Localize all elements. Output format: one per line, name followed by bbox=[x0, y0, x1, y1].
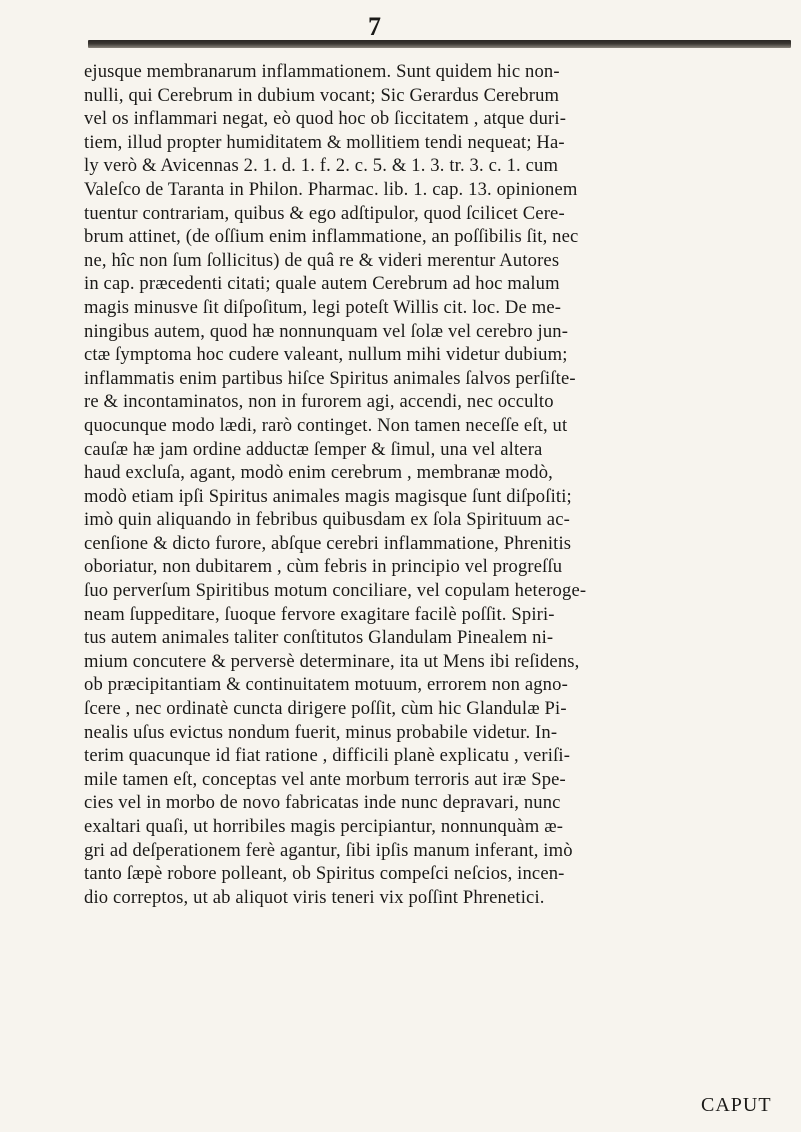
text-line: vel os inflammari negat, eò quod hoc ob ſiccitatem , atque duri- bbox=[84, 108, 567, 130]
text-line: haud excluſa, agant, modò enim cerebrum , membranæ modò, bbox=[84, 462, 553, 484]
text-line: mium concutere & perversè determinare, ita ut Mens ibi reſidens, bbox=[84, 650, 580, 672]
text-line: exaltari quaſi, ut horribiles magis percipiantur, nonnunquàm æ- bbox=[84, 816, 564, 837]
text-line: quocunque modo lædi, rarò continget. Non tamen neceſſe eſt, ut bbox=[84, 414, 568, 436]
text-line: ne, hîc non ſum ſollicitus) de quâ re & videri merentur Autores bbox=[84, 249, 560, 271]
text-line: gri ad deſperationem ferè agantur, ſibi ipſis manum inferant, imò bbox=[84, 839, 573, 861]
text-line: cauſæ hæ jam ordine adductæ ſemper & ſimul, una vel altera bbox=[84, 438, 543, 460]
catchword: CAPUT bbox=[701, 1094, 772, 1116]
text-line: tiem, illud propter humiditatem & mollitiem tendi nequeat; Ha- bbox=[84, 131, 565, 153]
text-line: ctæ ſymptoma hoc cudere valeant, nullum mihi videtur dubium; bbox=[84, 344, 568, 366]
text-line: imò quin aliquando in febribus quibusdam ex ſola Spirituum ac- bbox=[84, 509, 570, 531]
text-line: cies vel in morbo de novo fabricatas inde nunc depravari, nunc bbox=[84, 792, 561, 814]
text-line: terim quacunque id fiat ratione , difficili planè explicatu , veriſi- bbox=[84, 745, 571, 767]
text-line: in cap. præcedenti citati; quale autem Cerebrum ad hoc malum bbox=[84, 273, 560, 295]
text-line: inflammatis enim partibus hiſce Spiritus animales ſalvos perſiſte- bbox=[84, 367, 576, 389]
text-line: cenſione & dicto furore, abſque cerebri inflammatione, Phrenitis bbox=[84, 532, 572, 554]
text-line: ejusque membranarum inflammationem. Sunt quidem hic non- bbox=[84, 61, 560, 82]
text-line: magis minusve ſit diſpoſitum, legi poteſt Willis cit. loc. De me- bbox=[84, 296, 562, 318]
text-line: brum attinet, (de oſſium enim inflammatione, an poſſibilis ſit, nec bbox=[84, 226, 579, 248]
text-line: ob præcipitantiam & continuitatem motuum, errorem non agno- bbox=[84, 674, 568, 696]
text-line: ningibus autem, quod hæ nonnunquam vel ſolæ vel cerebro jun- bbox=[84, 320, 569, 342]
text-line: ſcere , nec ordinatè cuncta dirigere poſſit, cùm hic Glandulæ Pi- bbox=[84, 698, 567, 720]
text-line: ly verò & Avicennas 2. 1. d. 1. f. 2. c. 5. & 1. 3. tr. 3. c. 1. cum bbox=[84, 155, 559, 177]
header-rule bbox=[88, 40, 791, 48]
text-line: oboriatur, non dubitarem , cùm febris in principio vel progreſſu bbox=[84, 556, 563, 578]
text-line: tanto ſæpè robore polleant, ob Spiritus compeſci neſcios, incen- bbox=[84, 863, 565, 885]
text-line: Valeſco de Taranta in Philon. Pharmac. lib. 1. cap. 13. opinionem bbox=[84, 178, 578, 200]
text-line: ſuo perverſum Spiritibus motum conciliare, vel copulam heteroge- bbox=[84, 580, 587, 602]
text-line: nealis uſus evictus nondum fuerit, minus probabile videtur. In- bbox=[84, 721, 558, 743]
text-line: dio correptos, ut ab aliquot viris teneri vix poſſint Phrenetici. bbox=[84, 886, 545, 908]
text-line: mile tamen eſt, conceptas vel ante morbum terroris aut iræ Spe- bbox=[84, 768, 566, 790]
text-line: tus autem animales taliter conſtitutos Glandulam Pinealem ni- bbox=[84, 627, 554, 649]
text-line: modò etiam ipſi Spiritus animales magis magisque ſunt diſpoſiti; bbox=[84, 485, 572, 507]
body-text bbox=[84, 60, 792, 909]
text-line: re & incontaminatos, non in furorem agi, accendi, nec occulto bbox=[84, 391, 554, 413]
text-line: neam ſuppeditare, ſuoque fervore exagitare facilè poſſit. Spiri- bbox=[84, 603, 555, 625]
text-line: nulli, qui Cerebrum in dubium vocant; Sic Gerardus Cerebrum bbox=[84, 84, 560, 106]
text-line: tuentur contrariam, quibus & ego adſtipulor, quod ſcilicet Cere- bbox=[84, 202, 565, 224]
page-number: 7 bbox=[368, 12, 381, 41]
